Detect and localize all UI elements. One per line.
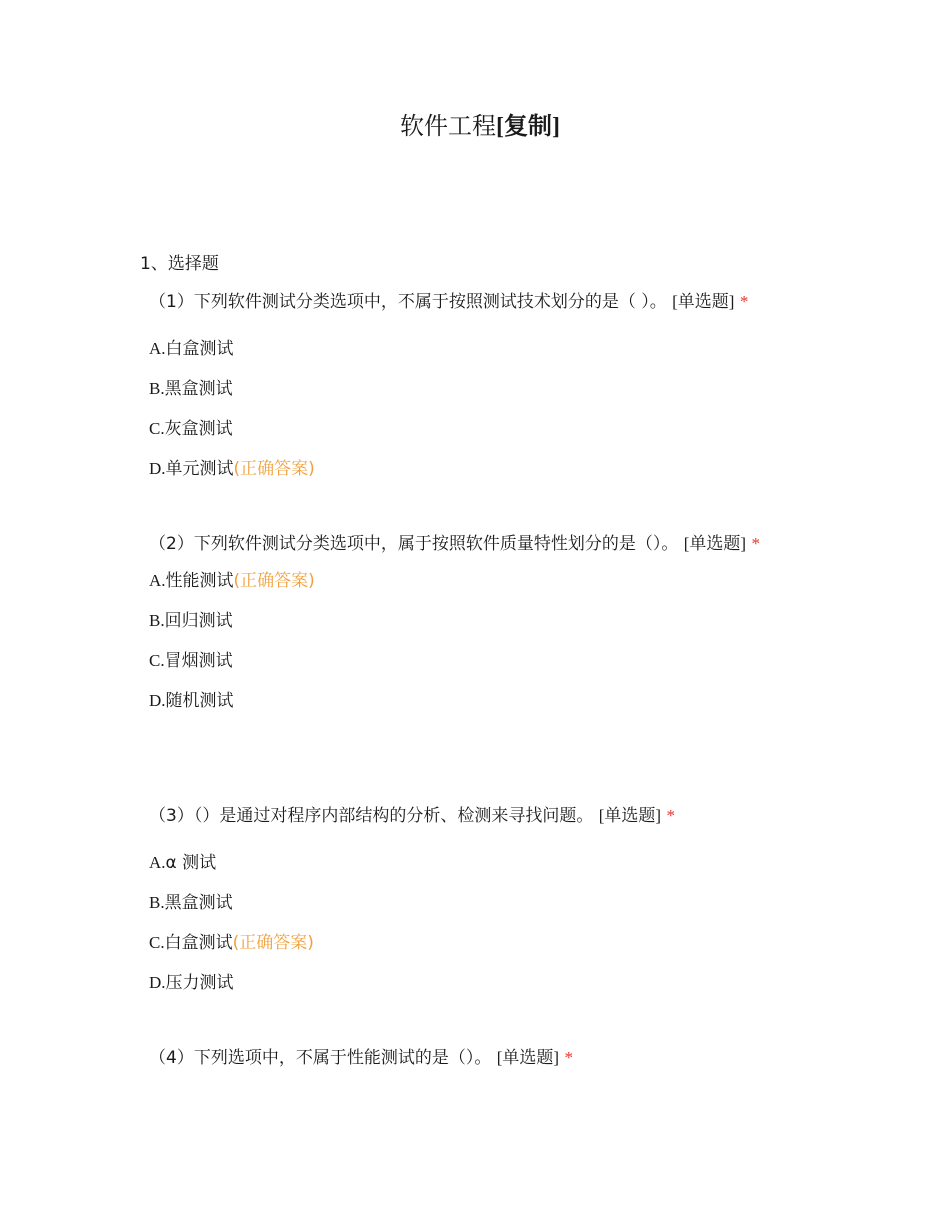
option-text: 回归测试	[164, 611, 233, 631]
option-text: 白盒测试	[164, 933, 233, 953]
option-text: 白盒测试	[165, 339, 234, 359]
option-key: A.	[149, 571, 166, 590]
question-4	[140, 1041, 810, 1075]
option-b[interactable]	[140, 377, 810, 417]
document-title-main: 软件工程	[400, 114, 496, 140]
question-type: [单选题]	[598, 806, 662, 825]
option-d[interactable]	[140, 971, 810, 1011]
option-text: 黑盒测试	[164, 893, 233, 913]
option-key: A.	[149, 853, 166, 872]
question-type: [单选题]	[496, 1048, 560, 1067]
question-stem-text: （3）（）是通过对程序内部结构的分析、检测来寻找问题。	[149, 806, 594, 826]
option-text: 随机测试	[165, 691, 234, 711]
question-stem-text: （2）下列软件测试分类选项中，属于按照软件质量特性划分的是（）。	[149, 534, 679, 554]
question-1	[140, 285, 810, 497]
question-2	[140, 527, 810, 729]
option-key: C.	[149, 933, 165, 952]
option-a[interactable]	[140, 569, 810, 609]
option-key: B.	[149, 379, 165, 398]
document-title	[0, 110, 950, 144]
question-stem	[140, 1041, 810, 1075]
required-mark: *	[564, 1048, 573, 1067]
question-3	[140, 799, 810, 1011]
option-list	[140, 851, 810, 1011]
option-text: 性能测试	[165, 571, 234, 591]
question-type: [单选题]	[683, 534, 747, 553]
option-list	[140, 337, 810, 497]
required-mark: *	[751, 534, 760, 553]
option-b[interactable]	[140, 891, 810, 931]
option-text: 黑盒测试	[164, 379, 233, 399]
question-stem	[140, 527, 810, 561]
question-stem-text: （1）下列软件测试分类选项中，不属于按照测试技术划分的是（ ）。	[149, 292, 667, 312]
option-key: A.	[149, 339, 166, 358]
correct-answer-tag: (正确答案)	[232, 933, 314, 953]
option-key: D.	[149, 459, 166, 478]
option-text: 单元测试	[165, 459, 234, 479]
option-b[interactable]	[140, 609, 810, 649]
option-key: C.	[149, 651, 165, 670]
option-a[interactable]	[140, 337, 810, 377]
option-text: 灰盒测试	[164, 419, 233, 439]
option-text: 冒烟测试	[164, 651, 233, 671]
option-c[interactable]	[140, 417, 810, 457]
option-d[interactable]	[140, 689, 810, 729]
option-key: B.	[149, 611, 165, 630]
question-stem-text: （4）下列选项中，不属于性能测试的是（）。	[149, 1048, 492, 1068]
required-mark: *	[666, 806, 675, 825]
option-c[interactable]	[140, 931, 810, 971]
question-stem	[140, 285, 810, 319]
option-text: 压力测试	[165, 973, 234, 993]
option-a[interactable]	[140, 851, 810, 891]
section-title: 1、选择题	[140, 254, 219, 274]
correct-answer-tag: (正确答案)	[233, 459, 315, 479]
option-c[interactable]	[140, 649, 810, 689]
option-list	[140, 569, 810, 729]
question-stem	[140, 799, 810, 833]
option-d[interactable]	[140, 457, 810, 497]
document-title-suffix: [复制]	[496, 114, 560, 140]
option-key: D.	[149, 691, 166, 710]
option-key: C.	[149, 419, 165, 438]
option-key: D.	[149, 973, 166, 992]
question-type: [单选题]	[672, 292, 735, 311]
required-mark: *	[739, 292, 749, 311]
option-text: α 测试	[165, 853, 217, 873]
correct-answer-tag: (正确答案)	[233, 571, 315, 591]
option-key: B.	[149, 893, 165, 912]
